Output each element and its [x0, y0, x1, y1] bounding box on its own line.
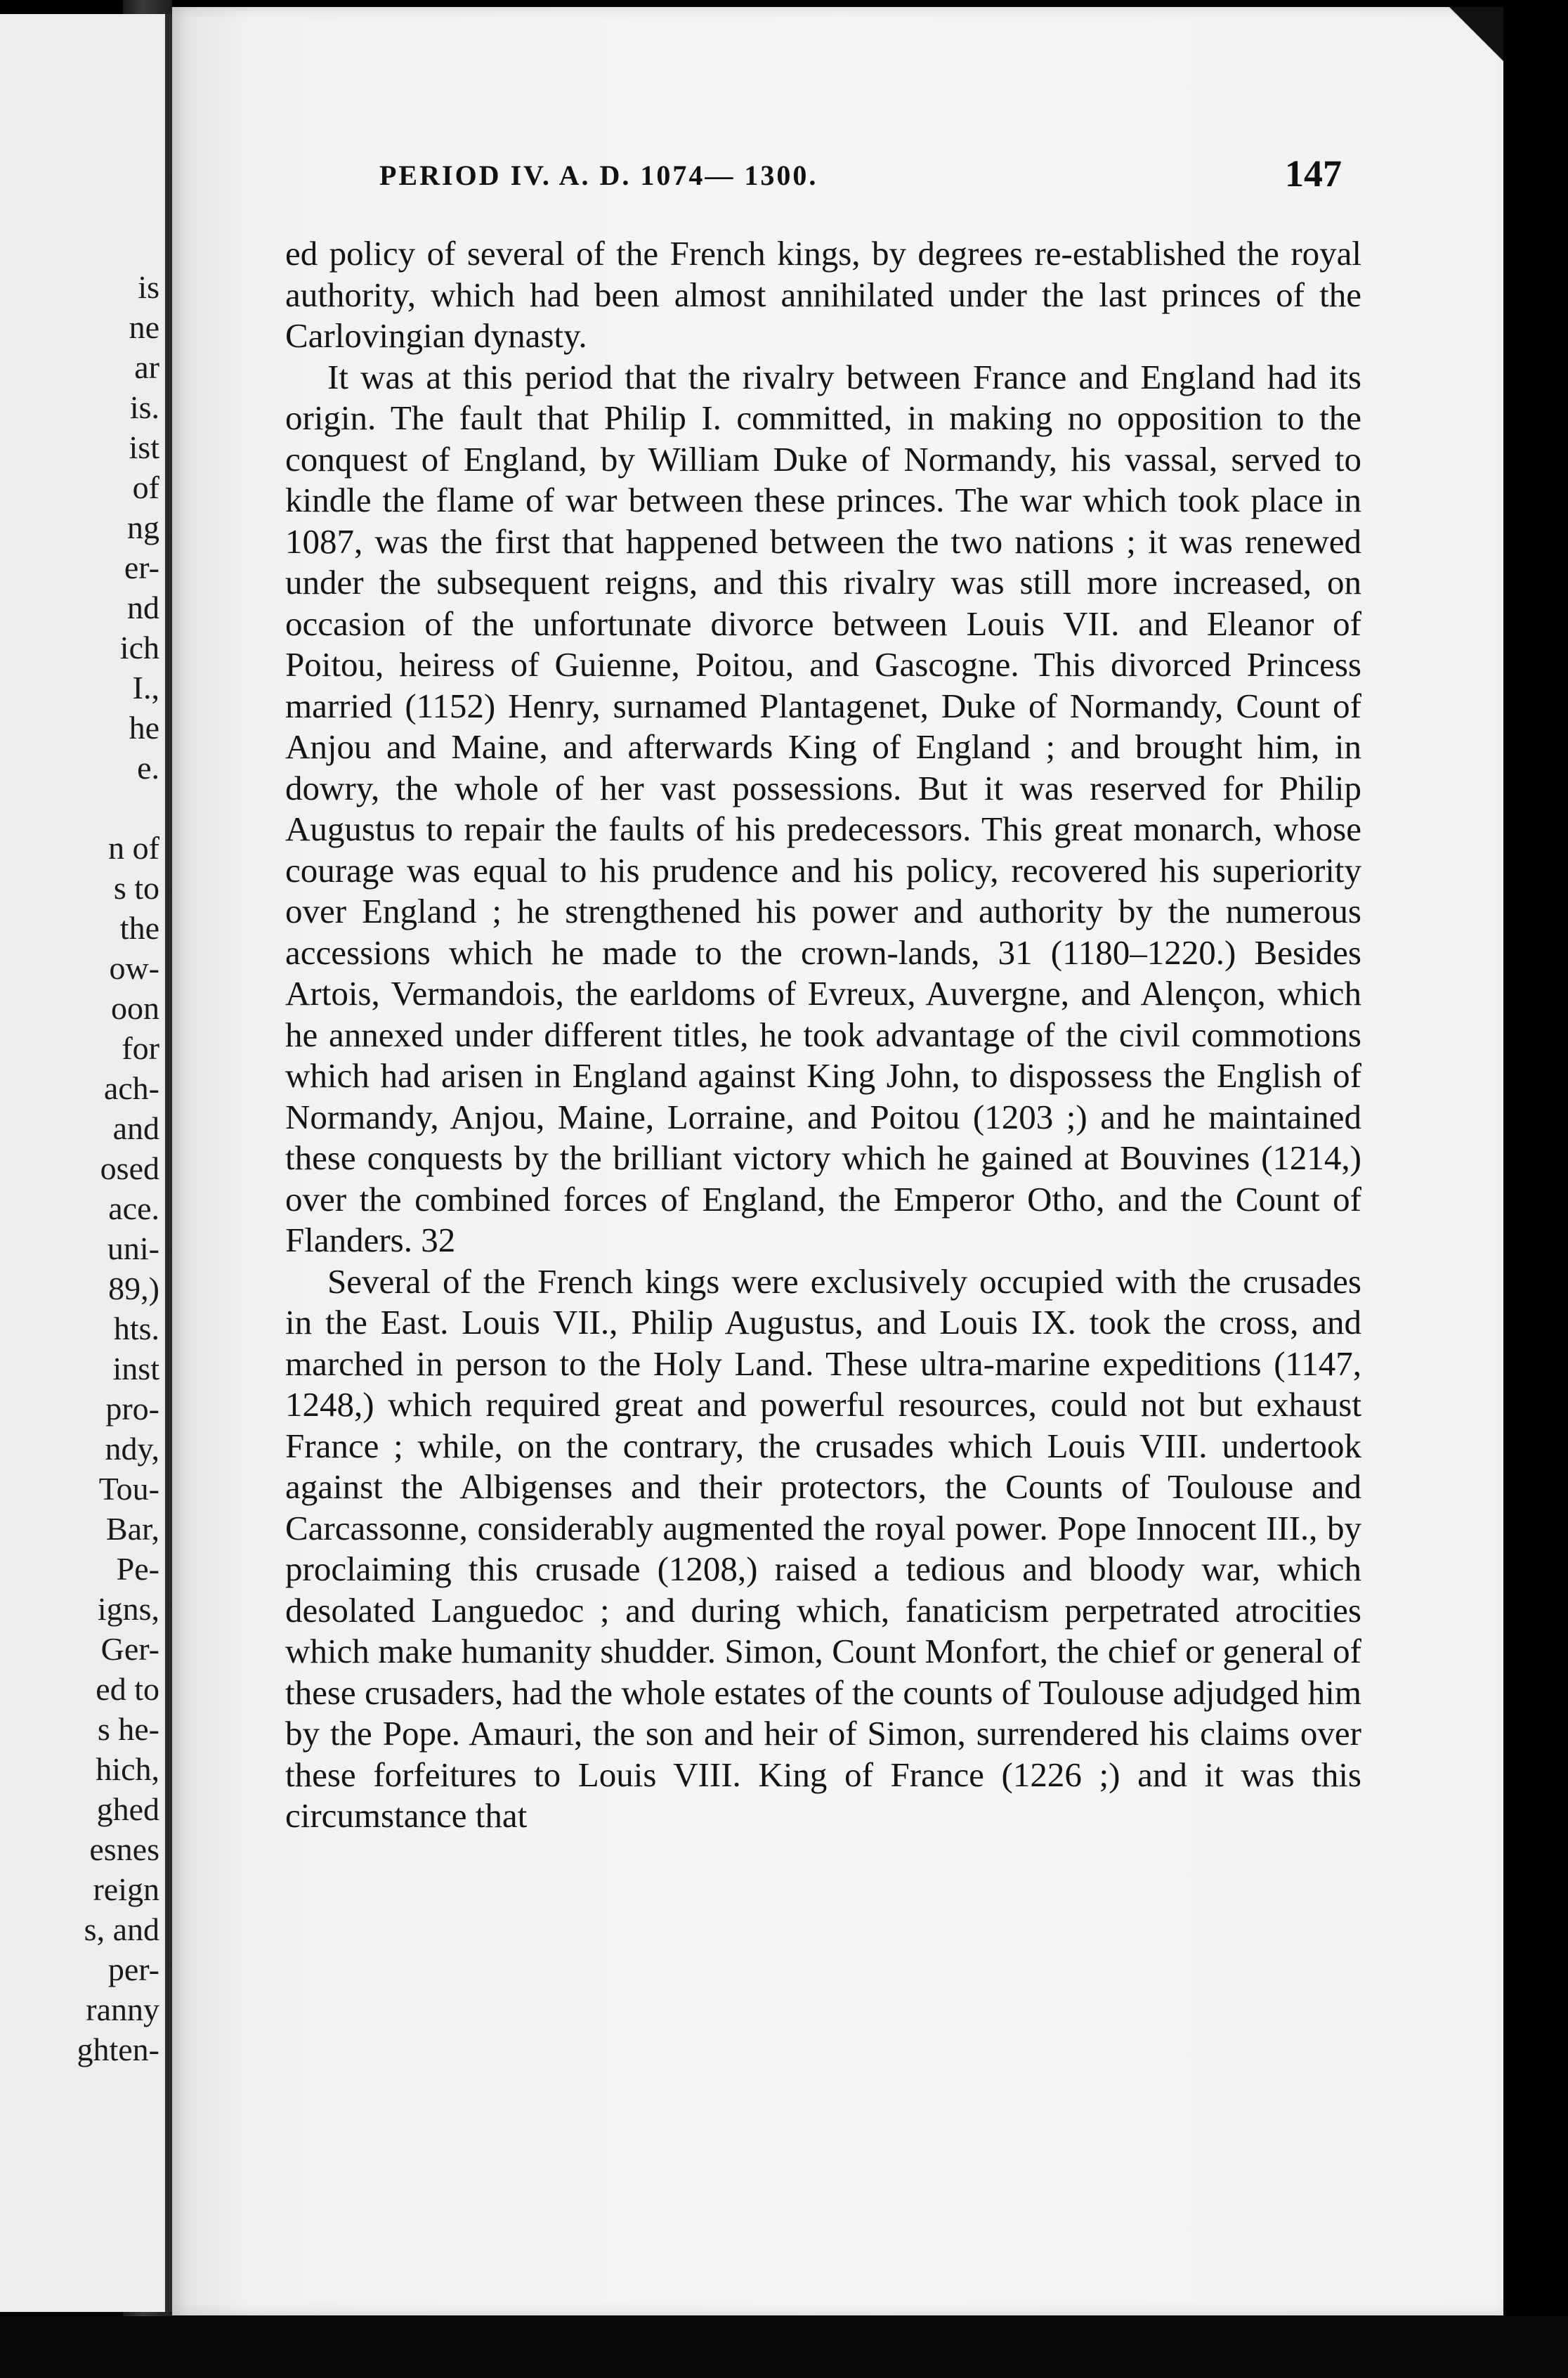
left-fragment-line: ne [129, 309, 159, 345]
left-fragment-line: he [129, 710, 159, 746]
left-fragment-line: is [138, 269, 159, 305]
left-fragment-line: 89,) [108, 1271, 159, 1306]
left-fragment-line: per- [107, 1951, 159, 1987]
left-fragment-line: of [132, 469, 159, 505]
left-fragment-line: ich [119, 630, 159, 665]
left-fragment-line: igns, [97, 1591, 159, 1627]
left-page-line-fragments [19, 267, 159, 2070]
left-fragment-line: inst [112, 1351, 159, 1386]
scan-bottom-edge [0, 2316, 1568, 2378]
body-text [285, 233, 1361, 1837]
page-header [379, 152, 1342, 208]
left-fragment-line: ace. [108, 1190, 159, 1226]
left-fragment-line: ach- [103, 1070, 159, 1106]
left-fragment-line: ist [129, 429, 159, 465]
left-fragment-line: osed [100, 1150, 159, 1186]
left-fragment-line: ed to [96, 1671, 159, 1707]
page-number: 147 [1285, 152, 1342, 195]
paragraph: It was at this period that the rivalry between France and England had its origin. The fault that Philip I. committed, in making no opposition to the conquest of England, by William Duke of Normandy, his vassal, served to kindle the flame of war between these princes. The war which took place in 1087, was the first that happened between the two nations ; it was renewed under the subsequent reigns, and this rivalry was still more increased, on occasion of the unfortunate divorce between Louis VII. and Eleanor of Poitou, heiress of Guienne, Poitou, and Gascogne. This divorced Princess married (1152) Henry, surnamed Plantagenet, Duke of Normandy, Count of Anjou and Maine, and afterwards King of England ; and brought him, in dowry, the whole of her vast possessions. But it was reserved for Philip Augustus to repair the faults of his predecessors. This great monarch, whose courage was equal to his prudence and his policy, recovered his superiority over England ; he strengthened his power and authority by the numerous accessions which he made to the crown-lands, 31 (1180–1220.) Besides Artois, Vermandois, the earldoms of Evreux, Auvergne, and Alençon, which he annexed under different titles, he took advantage of the civil commotions which had arisen in England against King John, to dispossess the English of Normandy, Anjou, Maine, Lorraine, and Poitou (1203 ;) and he maintained these conquests by the brilliant victory which he gained at Bouvines (1214,) over the combined forces of England, the Emperor Otho, and the Count of Flanders. 32 [285, 357, 1361, 1259]
left-fragment-line: ghed [96, 1791, 159, 1827]
left-fragment-line: ndy, [105, 1431, 159, 1467]
left-fragment-line: Pe- [116, 1551, 159, 1587]
paragraph: Several of the French kings were exclusively occupied with the crusades in the East. Louis VII., Philip Augustus, and Louis IX. took the cross, and marched in person to the Holy Land. These ultra-marine expeditions (1147, 1248,) which required great and powerful resources, could not but exhaust France ; while, on the contrary, the crusades which Louis VIII. undertook against the Albigenses and their protectors, the Counts of Toulouse and Carcassonne, considerably augmented the royal power. Pope Innocent III., by proclaiming this crusade (1208,) raised a tedious and bloody war, which desolated Languedoc ; and during which, fanaticism perpetrated atrocities which make humanity shudder. Simon, Count Monfort, the chief or general of these crusaders, had the whole estates of the counts of Toulouse adjudged him by the Pope. Amauri, the son and heir of Simon, surrendered his claims over these forfeitures to Louis VIII. King of France (1226 ;) and it was this circumstance that [285, 1261, 1361, 1835]
left-fragment-line: er- [124, 550, 159, 585]
left-fragment-line: ghten- [77, 2032, 159, 2067]
running-head: PERIOD IV. A. D. 1074— 1300. [379, 160, 818, 191]
left-fragment-line: s he- [97, 1711, 159, 1747]
left-fragment-line: Tou- [98, 1471, 159, 1507]
left-fragment-line: ranny [86, 1992, 159, 2027]
left-fragment-line: for [122, 1030, 159, 1066]
left-fragment-line: ng [127, 509, 159, 545]
left-fragment-line: I., [132, 670, 159, 706]
left-fragment-line: Ger- [100, 1631, 159, 1667]
left-fragment-line: pro- [105, 1391, 159, 1427]
left-fragment-line: Bar, [105, 1511, 159, 1547]
left-fragment-line: ar [134, 349, 159, 385]
left-fragment-line: s to [113, 870, 159, 906]
left-fragment-line: s, and [84, 1911, 159, 1947]
left-fragment-line: oon [111, 990, 159, 1026]
left-fragment-line: reign [93, 1871, 159, 1907]
left-fragment-line: ow- [109, 950, 159, 986]
left-fragment-line: nd [127, 590, 159, 625]
left-fragment-line: and [112, 1110, 159, 1146]
paragraph: ed policy of several of the French kings, by degrees re-established the royal authority, which had been almost annihilated under the last princes of the Carlovingian dynasty. [285, 234, 1361, 355]
left-fragment-line [19, 788, 159, 828]
left-fragment-line: is. [129, 389, 159, 425]
left-page-fragment [0, 14, 172, 2312]
left-fragment-line: esnes [89, 1831, 159, 1867]
left-fragment-line: e. [137, 750, 159, 786]
page-corner-shadow [1426, 7, 1503, 63]
left-fragment-line: the [119, 910, 159, 946]
left-fragment-line: hts. [113, 1311, 159, 1346]
left-fragment-line: uni- [107, 1230, 159, 1266]
left-fragment-line: hich, [96, 1751, 159, 1787]
left-fragment-line: n of [108, 830, 159, 866]
